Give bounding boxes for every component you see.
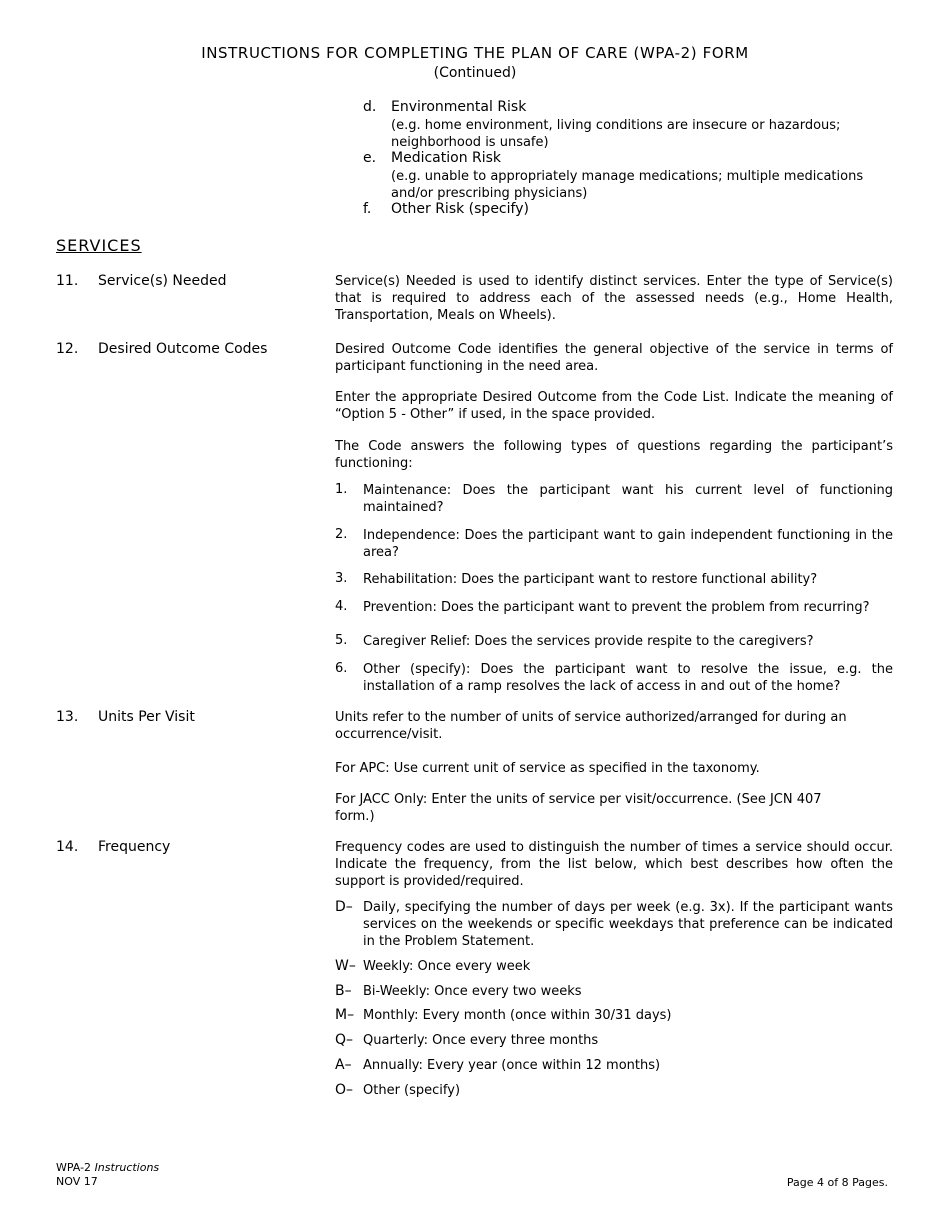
frequency-text: Bi-Weekly: Once every two weeks (363, 984, 582, 999)
outcome-code-number: 6. (335, 661, 348, 676)
risk-label: Other Risk (specify) (391, 201, 529, 217)
frequency-text: Quarterly: Once every three months (363, 1033, 599, 1048)
risk-letter: d. (363, 99, 377, 115)
footer-date: NOV 17 (56, 1175, 98, 1188)
outcome-code-text: Independence: Does the participant want to gain independent functioning in the area? (363, 528, 893, 560)
frequency-text: Monthly: Every month (once within 30/31 days) (363, 1008, 672, 1023)
risk-label: Environmental Risk (391, 99, 527, 115)
item-description: Units refer to the number of units of service authorized/arranged for during an occurrence/visit. (335, 710, 847, 742)
frequency-code: D– (335, 899, 353, 915)
risk-detail: (e.g. home environment, living conditions are insecure or hazardous; neighborhood is unsafe) (391, 118, 841, 150)
risk-letter: e. (363, 150, 377, 166)
frequency-text: Weekly: Once every week (363, 959, 531, 974)
footer-page-number: Page 4 of 8 Pages. (786, 1176, 888, 1189)
footer-form: WPA-2 (56, 1161, 92, 1174)
outcome-code-text: Prevention: Does the participant want to prevent the problem from recurring? (363, 600, 870, 615)
item-description: The Code answers the following types of questions regarding the participant’s functioning: (335, 439, 893, 471)
outcome-code-text: Rehabilitation: Does the participant want to restore functional ability? (363, 572, 818, 587)
outcome-code-number: 5. (335, 633, 348, 648)
risk-label: Medication Risk (391, 150, 502, 166)
frequency-code: M– (335, 1007, 355, 1023)
item-label: Service(s) Needed (98, 273, 227, 289)
outcome-code-text: Maintenance: Does the participant want his current level of functioning maintained? (363, 483, 893, 515)
item-number: 13. (56, 709, 79, 725)
item-description: Frequency codes are used to distinguish the number of times a service should occur. Indicate the frequency, from the list below, which best describes how often the support is provided/required. (335, 840, 893, 889)
outcome-code-number: 2. (335, 527, 348, 542)
frequency-code: B– (335, 983, 352, 999)
risk-letter: f. (363, 201, 372, 217)
outcome-code-number: 1. (335, 482, 348, 497)
item-number: 14. (56, 839, 79, 855)
outcome-code-text: Other (specify): Does the participant want to resolve the issue, e.g. the installation of a ramp resolves the lack of access in and out of the home? (363, 662, 893, 694)
footer-form-suffix: Instructions (94, 1161, 160, 1174)
item-description: For APC: Use current unit of service as specified in the taxonomy. (335, 761, 760, 776)
frequency-text: Daily, specifying the number of days per week (e.g. 3x). If the participant wants services on the weekends or specific weekdays that preference can be indicated in the Problem Statement. (363, 900, 893, 949)
footer-form-id (56, 1161, 159, 1175)
item-label: Units Per Visit (98, 709, 195, 725)
item-description: For JACC Only: Enter the units of service per visit/occurrence. (See JCN 407 form.) (335, 792, 822, 824)
frequency-text: Annually: Every year (once within 12 months) (363, 1058, 661, 1073)
item-description: Service(s) Needed is used to identify distinct services. Enter the type of Service(s) that is required to address each of the assessed needs (e.g., Home Health, Transportation, Meals on Wheels). (335, 274, 893, 323)
item-description: Desired Outcome Code identifies the general objective of the service in terms of participant functioning in the need area. (335, 342, 893, 374)
risk-detail: (e.g. unable to appropriately manage medications; multiple medications and/or prescribing physicians) (391, 169, 864, 201)
page-title: INSTRUCTIONS FOR COMPLETING THE PLAN OF CARE (WPA-2) FORM (201, 44, 749, 62)
frequency-text: Other (specify) (363, 1083, 461, 1098)
section-heading-services: SERVICES (56, 236, 142, 255)
frequency-code: Q– (335, 1032, 354, 1048)
item-label: Frequency (98, 839, 171, 855)
outcome-code-number: 4. (335, 599, 348, 614)
page-subtitle: (Continued) (433, 65, 517, 81)
outcome-code-text: Caregiver Relief: Does the services provide respite to the caregivers? (363, 634, 814, 649)
item-label: Desired Outcome Codes (98, 341, 268, 357)
frequency-code: A– (335, 1057, 352, 1073)
item-number: 11. (56, 273, 79, 289)
outcome-code-number: 3. (335, 571, 348, 586)
item-number: 12. (56, 341, 79, 357)
item-description: Enter the appropriate Desired Outcome from the Code List. Indicate the meaning of “Option 5 - Other” if used, in the space provided. (335, 390, 893, 422)
frequency-code: O– (335, 1082, 354, 1098)
frequency-code: W– (335, 958, 356, 974)
